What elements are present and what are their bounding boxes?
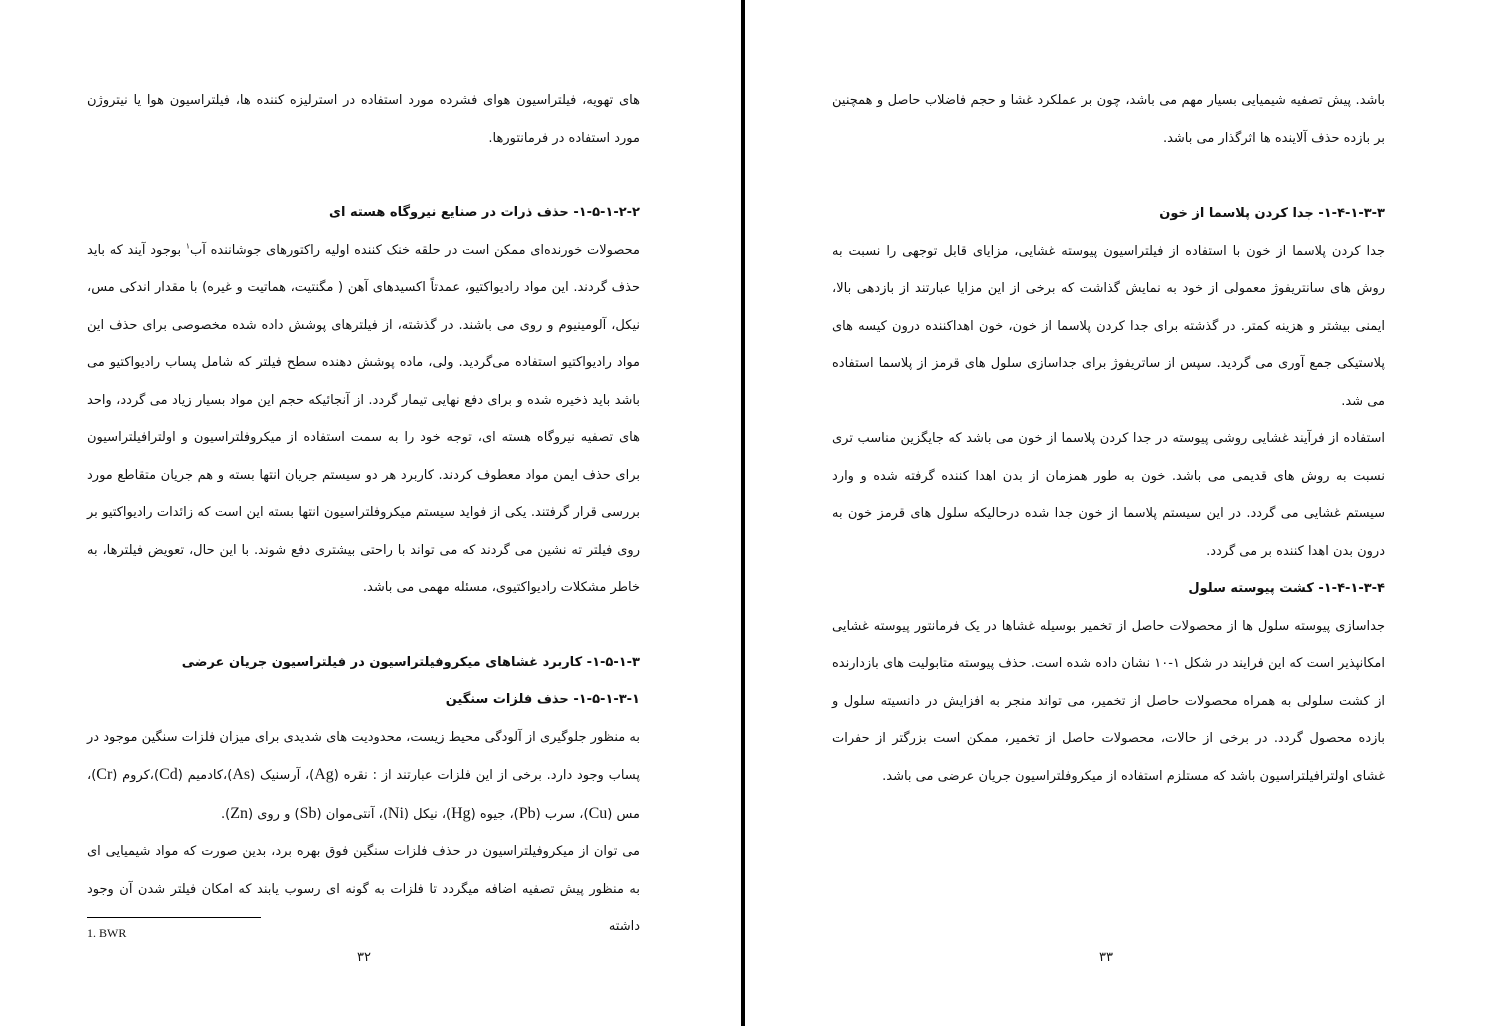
page-number: ۳۳ bbox=[1099, 950, 1113, 965]
footnote-divider bbox=[87, 917, 261, 918]
plasma-separation-paragraph: جدا کردن پلاسما از خون با استفاده از فیلتراسیون پیوسته غشایی، مزایای قابل توجهی را نسبت به روش های سانتریفوژ معمولی از خود به نمایش گذاشت که برخی از این مزایا عبارتند از بازدهی بالا، ایمنی بیشتر و هزینه کمتر. در گذشته برای جدا کردن پلاسما از خون، خون اهداکننده درون کیسه های پلاستیکی جمع آوری می گردید. سپس از ساتریفوژ برای جداسازی سلول های قرمز از پلاسما استفاده می شد. bbox=[832, 243, 1385, 409]
left-page-body bbox=[87, 82, 640, 946]
left-page bbox=[0, 0, 742, 1026]
section-heading-crossflow-microfiltration: ۱-۵-۱-۳- کاربرد غشاهای میکروفیلتراسیون در فیلتراسیون جریان عرضی bbox=[181, 654, 640, 670]
nuclear-plant-paragraph: محصولات خورنده‌ای ممکن است در حلقه خنک کننده اولیه راکتورهای جوشاننده آب$^۱$ بوجود آیند که باید حذف گردند. این مواد رادیواکتیو، عمدتاً اکسیدهای آهن ( مگنتیت، هماتیت و غیره) با مقدار اندکی مس، نیکل، آلومینیوم و روی می باشند. در گذشته، از فیلترهای پوشش داده شده مخصوصی برای حذف این مواد رادیواکتیو استفاده می‌گردید. ولی، ماده پوشش دهنده سطح فیلتر که شامل پساب رادیواکتیو می باشد باید ذخیره شده و برای دفع نهایی تیمار گردد. از آنجائیکه حجم این مواد بسیار زیاد می گردد، واحد های تصفیه نیروگاه هسته ای، توجه خود را به سمت استفاده از میکروفلتراسیون و اولترافیلتراسیون برای حذف ایمن مواد معطوف کردند. کاربرد هر دو سیستم جریان انتها بسته و هم جریان متقاطع مورد بررسی قرار گرفتند. یکی از فواید سیستم میکروفلتراسیون انتها بسته این است که زائدات رادیواکتیو بر روی فیلتر ته نشین می گردند که می تواند با راحتی بیشتری دفع شوند. با این حال، تعویض فیلترها، به خاطر مشکلات رادیواکتیوی، مسئله مهمی می باشد. bbox=[87, 241, 640, 595]
page-spine-divider bbox=[741, 0, 745, 1026]
section-heading-heavy-metals: ۱-۵-۱-۳-۱- حذف فلزات سنگین bbox=[445, 692, 640, 707]
membrane-plasma-paragraph: استفاده از فرآیند غشایی روشی پیوسته در جدا کردن پلاسما از خون می باشد که جایگزین مناسب تری نسبت به روش های قدیمی می باشد. خون به طور همزمان از بدن اهدا کننده گرفته شده و وارد سیستم غشایی می گردد. در این سیستم پلاسما از خون جدا شده درحالیکه سلول های قرمز خون به درون بدن اهدا کننده بر می گردد. bbox=[832, 431, 1385, 559]
heavy-metals-paragraph: به منظور جلوگیری از آلودگی محیط زیست، محدودیت های شدیدی برای میزان فلزات سنگین موجود در پساب وجود دارد. برخی از این فلزات عبارتند از : نقره (Ag)، آرسنیک (As)،کادمیم (Cd)،کروم (Cr)، مس (Cu)، سرب (Pb)، جیوه (Hg)، نیکل (Ni)، آنتی‌موان (Sb) و روی (Zn). bbox=[87, 729, 640, 822]
left-intro-paragraph: های تهویه، فیلتراسیون هوای فشرده مورد استفاده در استرلیزه کننده ها، فیلتراسیون هوا یا نیتروژن مورد استفاده در فرمانتورها. bbox=[87, 93, 640, 146]
section-heading-nuclear-plant: ۱-۵-۱-۲-۲- حذف ذرات در صنایع نیروگاه هسته ای bbox=[329, 205, 640, 220]
right-page-body bbox=[832, 82, 1385, 795]
cell-culture-paragraph: جداسازی پیوسته سلول ها از محصولات حاصل از تخمیر بوسیله غشاها در یک فرمانتور پیوسته غشایی امکانپذیر است که این فرایند در شکل ۱-۱۰ نشان داده شده است. حذف پیوسته متابولیت های بازدارنده از کشت سلولی به همراه محصولات حاصل از تخمیر، می تواند منجر به افزایش در دانسیته سلول و بازده محصول گردد. در برخی از حالات، محصولات حاصل از تخمیر، ممکن است بزرگتر از حفرات غشای اولترافیلتراسیون باشد که مستلزم استفاده از میکروفلتراسیون جریان عرضی می باشد. bbox=[832, 618, 1385, 784]
right-intro-paragraph: باشد. پیش تصفیه شیمیایی بسیار مهم می باشد، چون بر عملکرد غشا و حجم فاضلاب حاصل و همچنین بر بازده حذف آلاینده ها اثرگذار می باشد. bbox=[832, 93, 1385, 146]
right-page bbox=[746, 0, 1486, 1026]
footnote-ref[interactable]: ۱ bbox=[185, 241, 191, 251]
footnote: 1. BWR bbox=[87, 926, 127, 940]
page-number: ۳۲ bbox=[357, 950, 371, 965]
section-heading-continuous-cell-culture: ۱-۴-۱-۳-۴- کشت پیوسته سلول bbox=[1188, 581, 1385, 596]
section-heading-plasma-separation: ۱-۴-۱-۳-۳- جدا کردن پلاسما از خون bbox=[1159, 206, 1385, 221]
microfiltration-heavy-metals-paragraph: می توان از میکروفیلتراسیون در حذف فلزات سنگین فوق بهره برد، بدین صورت که مواد شیمیایی ای به منظور پیش تصفیه اضافه میگردد تا فلزات به گونه ای رسوب یابند که امکان فیلتر شدن آن وجود داشته bbox=[87, 844, 640, 934]
